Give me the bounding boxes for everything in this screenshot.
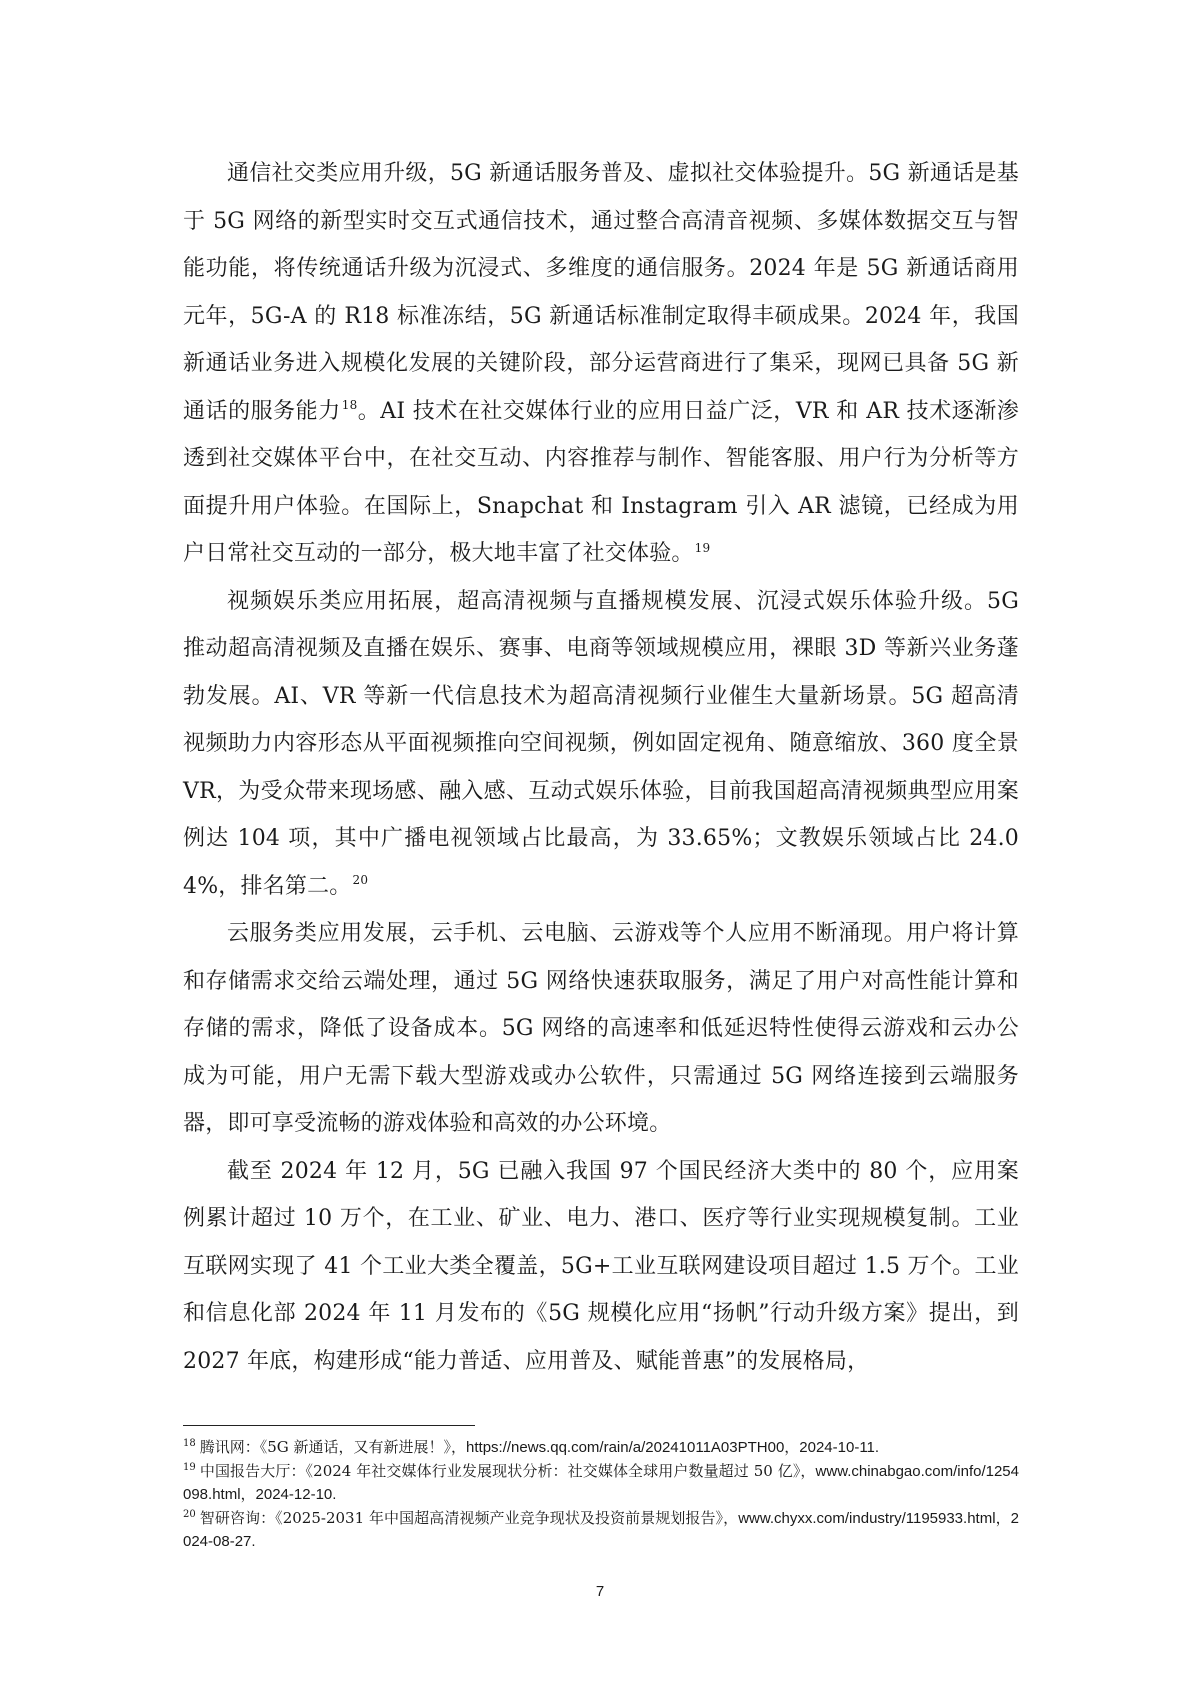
footnote-number: 19: [183, 1461, 196, 1473]
paragraph-video-entertainment: [183, 578, 1019, 911]
footnote-ref-19[interactable]: 19: [694, 540, 711, 555]
footnote-number: 20: [183, 1508, 196, 1520]
paragraph-text: 通信社交类应用升级，5G 新通话服务普及、虚拟社交体验提升。5G 新通话是基于 5G 网络的新型实时交互式通信技术，通过整合高清音视频、多媒体数据交互与智能功能，将传统通话升级为沉浸式、多维度的通信服务。2024 年是 5G 新通话商用元年，5G-A 的 R18 标准冻结，5G 新通话标准制定取得丰硕成果。2024 年，我国新通话业务进入规模化发展的关键阶段，部分运营商进行了集采，现网已具备 5G 新通话的服务能力: [183, 161, 1019, 424]
paragraph-cloud-services: [183, 910, 1019, 1148]
footnote-link[interactable]: www.chinabgao.com/info/1254098.html，2024-12-10.: [183, 1462, 1019, 1503]
footnote-ref-20[interactable]: 20: [352, 873, 369, 888]
footnote-ref-18[interactable]: 18: [341, 398, 358, 413]
paragraph-text: 云服务类应用发展，云手机、云电脑、云游戏等个人应用不断涌现。用户将计算和存储需求交给云端处理，通过 5G 网络快速获取服务，满足了用户对高性能计算和存储的需求，降低了设备成本。5G 网络的高速率和低延迟特性使得云游戏和云办公成为可能，用户无需下载大型游戏或办公软件，只需通过 5G 网络连接到云端服务器，即可享受流畅的游戏体验和高效的办公环境。: [183, 921, 1019, 1136]
paragraph-text-continued: 。AI 技术在社交媒体行业的应用日益广泛，VR 和 AR 技术逐渐渗透到社交媒体平台中，在社交互动、内容推荐与制作、智能客服、用户行为分析等方面提升用户体验。在国际上，Snapchat 和 Instagram 引入 AR 滤镜，已经成为用户日常社交互动的一部分，极大地丰富了社交体验。: [183, 398, 1019, 566]
paragraph-text: 截至 2024 年 12 月，5G 已融入我国 97 个国民经济大类中的 80 个，应用案例累计超过 10 万个，在工业、矿业、电力、港口、医疗等行业实现规模复制。工业互联网实现了 41 个工业大类全覆盖，5G+工业互联网建设项目超过 1.5 万个。工业和信息化部 2024 年 11 月发布的《5G 规模化应用“扬帆”行动升级方案》提出，到 2027 年底，构建形成“能力普适、应用普及、赋能普惠”的发展格局，: [183, 1158, 1019, 1374]
footnote-divider: [183, 1425, 475, 1426]
footnote-18: [183, 1436, 1019, 1460]
footnote-text: 智研咨询：《2025-2031 年中国超高清视频产业竞争现状及投资前景规划报告》，: [199, 1508, 739, 1527]
footnotes: [183, 1436, 1019, 1554]
footnote-text: 中国报告大厅：《2024 年社交媒体行业发展现状分析：社交媒体全球用户数量超过 50 亿》，: [199, 1461, 816, 1480]
page-number: 7: [595, 1583, 605, 1600]
paragraph-5g-integration: [183, 1148, 1019, 1386]
body-text: [183, 150, 1019, 1385]
footnote-20: [183, 1507, 1019, 1554]
paragraph-communication-social: [183, 150, 1019, 578]
footnote-number: 18: [183, 1438, 196, 1449]
footnote-text: 腾讯网：《5G 新通话，又有新进展！》，: [199, 1438, 467, 1456]
paragraph-text: 视频娱乐类应用拓展，超高清视频与直播规模发展、沉浸式娱乐体验升级。5G 推动超高清视频及直播在娱乐、赛事、电商等领域规模应用，裸眼 3D 等新兴业务蓬勃发展。AI、VR 等新一代信息技术为超高清视频行业催生大量新场景。5G 超高清视频助力内容形态从平面视频推向空间视频，例如固定视角、随意缩放、360 度全景 VR，为受众带来现场感、融入感、互动式娱乐体验，目前我国超高清视频典型应用案例达 104 项，其中广播电视领域占比最高，为 33.65%；文教娱乐领域占比 24.04%，排名第二。: [183, 588, 1019, 899]
footnote-link[interactable]: www.chyxx.com/industry/1195933.html，2024-08-27.: [183, 1509, 1020, 1550]
footnote-19: [183, 1460, 1019, 1507]
footnote-link[interactable]: https://news.qq.com/rain/a/20241011A03PTH00，2024-10-11.: [466, 1439, 880, 1456]
